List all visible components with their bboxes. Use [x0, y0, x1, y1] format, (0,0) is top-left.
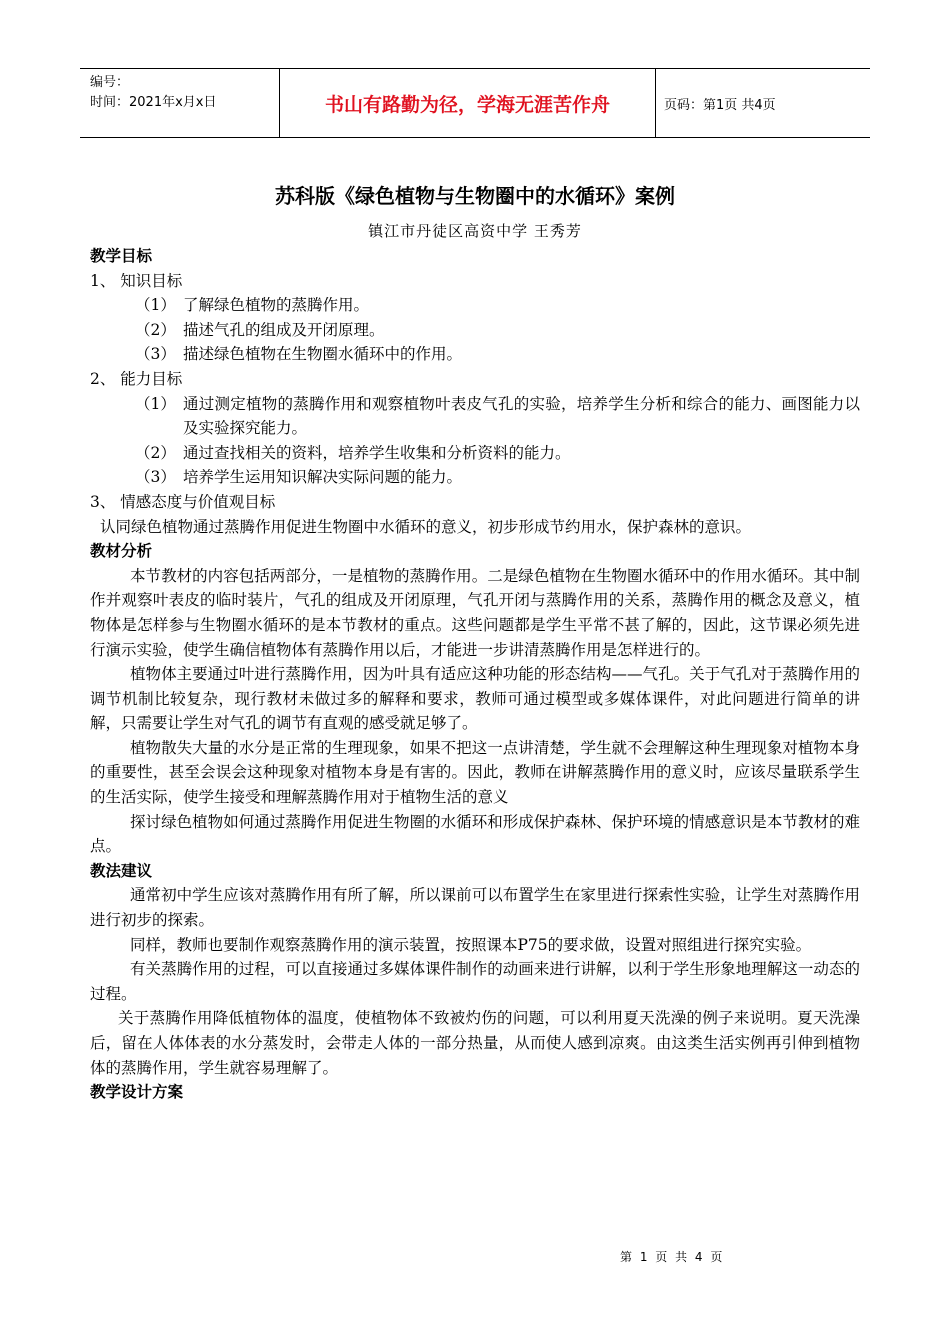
subheading-emotion: 3、 情感态度与价值观目标: [90, 492, 276, 511]
document-title: 苏科版《绿色植物与生物圈中的水循环》案例: [275, 184, 675, 208]
section-heading-analysis: 教材分析: [90, 542, 153, 561]
paragraph: 有关蒸腾作用的过程，可以直接通过多媒体课件制作的动画来进行讲解，以利于学生形象地理解这一动态的过程。: [90, 960, 860, 1003]
list-item-number: （1）: [135, 296, 176, 315]
list-item-number: （2）: [135, 443, 176, 462]
list-item-text: 描述绿色植物在生物圈水循环中的作用。: [183, 345, 463, 364]
list-item-text: 培养学生运用知识解决实际问题的能力。: [183, 468, 463, 487]
page-footer: 第 1 页 共 4 页: [620, 1250, 725, 1264]
list-item-number: （1）: [135, 394, 176, 413]
paragraph: 认同绿色植物通过蒸腾作用促进生物圈中水循环的意义，初步形成节约用水，保护森林的意识。: [100, 517, 752, 536]
list-item-number: （3）: [135, 345, 176, 364]
list-item: [90, 441, 860, 466]
section-heading-design: 教学设计方案: [90, 1083, 184, 1102]
header-time: 时间：2021年x月x日: [90, 95, 217, 110]
list-item: [90, 342, 860, 367]
list-item-text: 了解绿色植物的蒸腾作用。: [183, 296, 370, 315]
header-number: 编号：: [90, 75, 130, 90]
paragraph: 通常初中学生应该对蒸腾作用有所了解，所以课前可以布置学生在家里进行探索性实验，让学生对蒸腾作用进行初步的探索。: [90, 886, 860, 930]
subheading-knowledge: 1、 知识目标: [90, 271, 183, 290]
header-motto: 书山有路勤为径，学海无涯苦作舟: [280, 69, 656, 137]
list-item: [90, 465, 860, 490]
subheading-ability: 2、 能力目标: [90, 369, 183, 388]
list-item-text: 通过测定植物的蒸腾作用和观察植物叶表皮气孔的实验，培养学生分析和综合的能力、画图能力以及实验探究能力。: [183, 394, 860, 438]
list-item-text: 描述气孔的组成及开闭原理。: [183, 320, 385, 339]
list-item-number: （2）: [135, 320, 176, 339]
list-item: [90, 318, 860, 343]
document-author: 镇江市丹徒区高资中学 王秀芳: [368, 222, 582, 240]
paragraph: 关于蒸腾作用降低植物体的温度，使植物体不致被灼伤的问题，可以利用夏天洗澡的例子来说明。夏天洗澡后，留在人体体表的水分蒸发时，会带走人体的一部分热量，从而使人感到凉爽。由这类生活实例再引伸到植物体的蒸腾作用，学生就容易理解了。: [90, 1009, 860, 1077]
paragraph: 探讨绿色植物如何通过蒸腾作用促进生物圈的水循环和形成保护森林、保护环境的情感意识是本节教材的难点。: [90, 812, 860, 856]
paragraph: 本节教材的内容包括两部分，一是植物的蒸腾作用。二是绿色植物在生物圈水循环中的作用水循环。其中制作并观察叶表皮的临时装片，气孔的组成及开闭原理，气孔开闭与蒸腾作用的关系，蒸腾作用的概念及意义，植物体是怎样参与生物圈水循环的是本节教材的重点。这些问题都是学生平常不甚了解的，因此，这节课必须先进行演示实验，使学生确信植物体有蒸腾作用以后，才能进一步讲清蒸腾作用是怎样进行的。: [90, 566, 860, 659]
list-item: [90, 293, 860, 318]
page-header: [80, 68, 870, 138]
section-heading-method: 教法建议: [90, 861, 153, 880]
header-page-info: 页码：第1页 共4页: [664, 97, 776, 113]
header-meta-cell: [80, 69, 280, 137]
section-heading-goals: 教学目标: [90, 247, 153, 265]
list-item: [90, 392, 860, 441]
list-item-number: （3）: [135, 468, 176, 487]
paragraph: 植物体主要通过叶进行蒸腾作用，因为叶具有适应这种功能的形态结构——气孔。关于气孔对于蒸腾作用的调节机制比较复杂，现行教材未做过多的解释和要求，教师可通过模型或多媒体课件，对此问题进行简单的讲解，只需要让学生对气孔的调节有直观的感受就足够了。: [90, 665, 860, 733]
paragraph: 同样，教师也要制作观察蒸腾作用的演示装置，按照课本P75的要求做，设置对照组进行探究实验。: [130, 935, 812, 954]
paragraph: 植物散失大量的水分是正常的生理现象，如果不把这一点讲清楚，学生就不会理解这种生理现象对植物本身的重要性，甚至会误会这种现象对植物本身是有害的。因此，教师在讲解蒸腾作用的意义时，应该尽量联系学生的生活实际，使学生接受和理解蒸腾作用对于植物生活的意义: [90, 738, 860, 807]
list-item-text: 通过查找相关的资料，培养学生收集和分析资料的能力。: [183, 443, 571, 462]
document-body: [90, 244, 860, 1105]
